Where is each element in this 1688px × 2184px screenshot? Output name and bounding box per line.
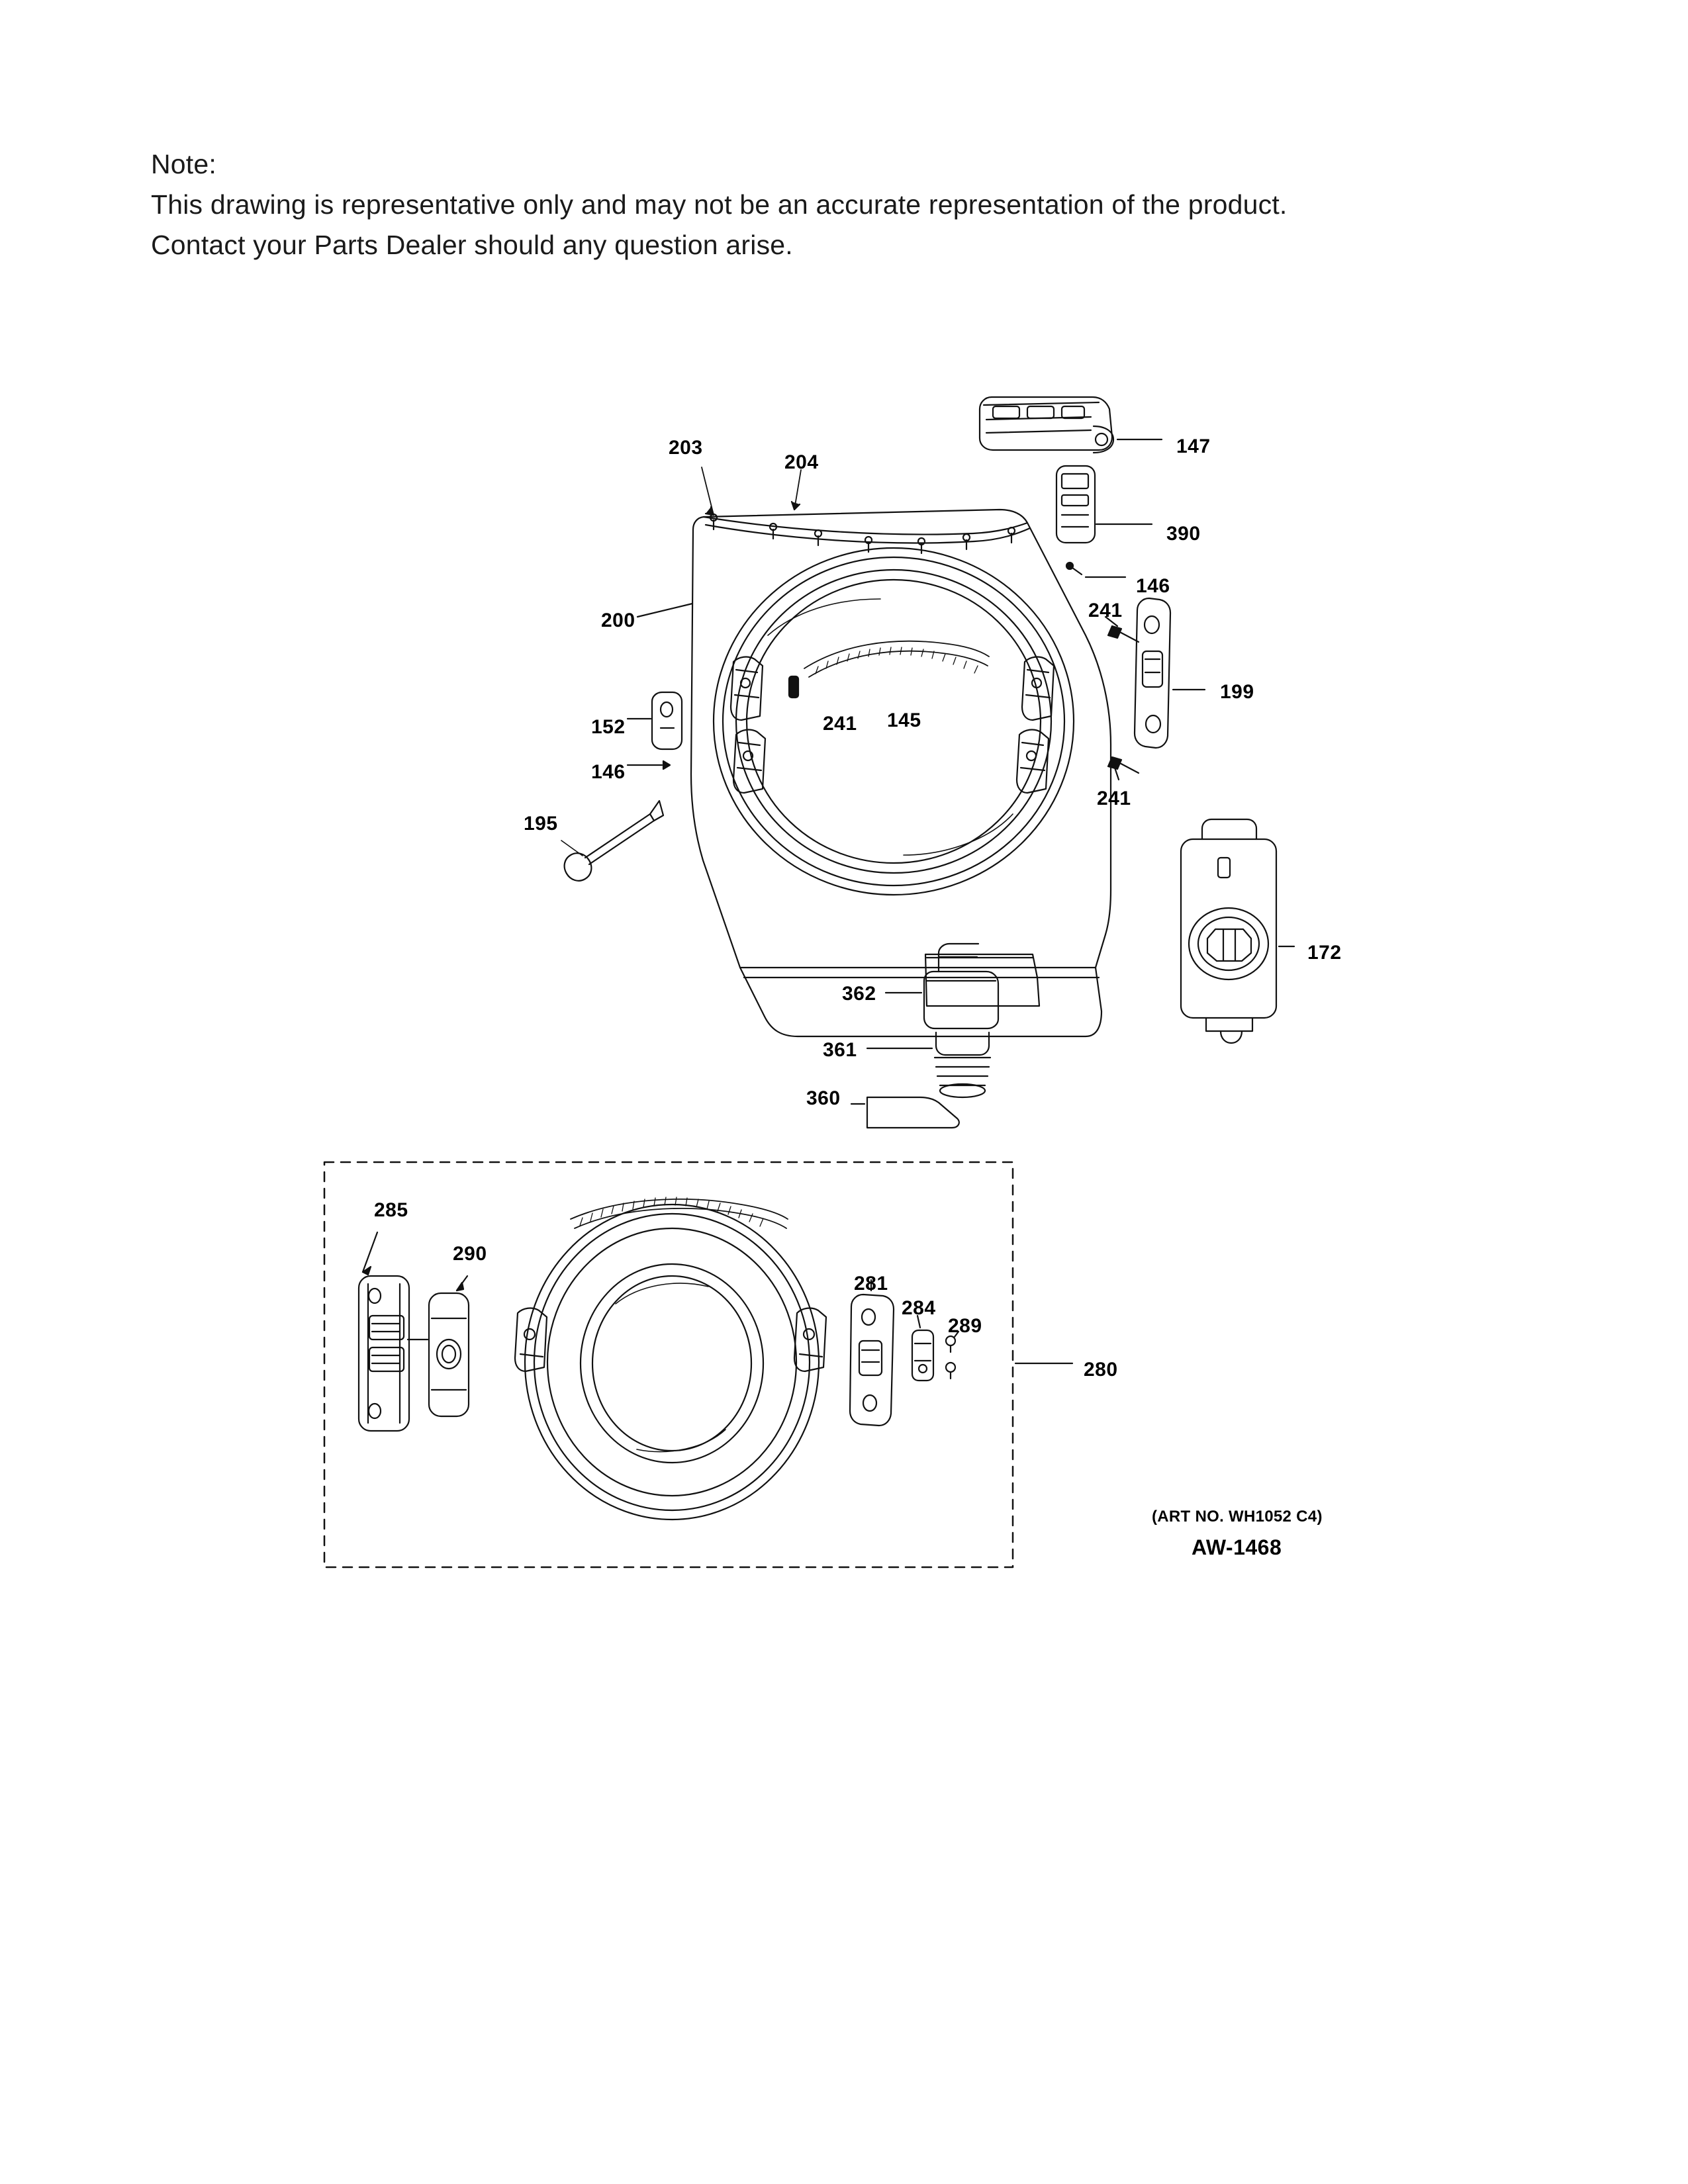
- part-361: [867, 1032, 990, 1097]
- art-number-label: (ART NO. WH1052 C4): [1152, 1508, 1323, 1525]
- callout-289: 289: [948, 1315, 982, 1337]
- callout-146-top: 146: [1136, 575, 1170, 597]
- callout-195: 195: [524, 813, 558, 835]
- callout-280: 280: [1084, 1359, 1118, 1381]
- door-assembly-graphic: [515, 1197, 826, 1520]
- art-code-label: AW-1468: [1192, 1535, 1282, 1559]
- callout-203: 203: [669, 437, 703, 459]
- callout-360: 360: [806, 1087, 841, 1109]
- leader-200: [637, 604, 692, 617]
- front-panel-graphic: [691, 510, 1111, 1036]
- part-284: [912, 1316, 933, 1381]
- callout-172: 172: [1307, 942, 1342, 964]
- callout-199: 199: [1220, 681, 1254, 703]
- part-290: [429, 1276, 469, 1416]
- callout-200: 200: [601, 610, 635, 631]
- part-195: [561, 801, 663, 881]
- callout-152: 152: [591, 716, 626, 738]
- part-285: [359, 1232, 428, 1431]
- part-172: [1181, 819, 1294, 1043]
- callout-241-center: 241: [823, 713, 857, 735]
- callout-145: 145: [887, 709, 921, 731]
- part-152: [628, 692, 682, 749]
- callout-290: 290: [453, 1243, 487, 1265]
- callout-147: 147: [1176, 435, 1211, 457]
- part-390: [1056, 466, 1152, 543]
- callout-204: 204: [784, 451, 819, 473]
- part-147: [980, 397, 1162, 453]
- part-146-left: [628, 761, 670, 769]
- note-heading: Note:: [151, 149, 216, 179]
- callout-390: 390: [1166, 523, 1201, 545]
- part-289: [946, 1332, 959, 1379]
- part-360: [851, 1097, 959, 1128]
- part-146-top: [1066, 563, 1125, 577]
- note-line-1: This drawing is representative only and may not be an accurate representation of the product.: [151, 189, 1288, 220]
- part-362: [886, 944, 998, 1028]
- callout-241-lower-right: 241: [1097, 788, 1131, 809]
- part-281: [850, 1280, 894, 1426]
- callout-361: 361: [823, 1039, 857, 1061]
- callout-241-upper-right: 241: [1088, 600, 1123, 621]
- callout-284: 284: [902, 1297, 936, 1319]
- callout-281: 281: [854, 1273, 888, 1295]
- part-199: [1135, 598, 1205, 748]
- note-line-2: Contact your Parts Dealer should any question arise.: [151, 230, 793, 260]
- callout-285: 285: [374, 1199, 408, 1221]
- part-241-lower: [1108, 757, 1139, 780]
- callout-146-left: 146: [591, 761, 626, 783]
- callout-362: 362: [842, 983, 876, 1005]
